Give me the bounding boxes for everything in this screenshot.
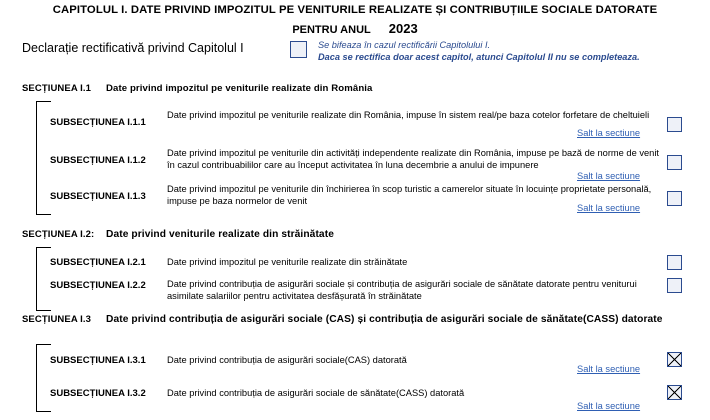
checkbox-i22[interactable] <box>667 278 682 293</box>
checkbox-i21[interactable] <box>667 255 682 270</box>
rectification-row <box>22 39 692 69</box>
subsection-desc-i22: Date privind contribuția de asigurări sociale și contribuția de asigurări sociale de sănătate datorate pentru veniturui asimilate salariilor pentru activitatea desfășurată în străinătate <box>167 279 637 301</box>
subsection-row-i13 <box>50 182 690 213</box>
subsection-desc-i32: Date privind contribuția de asigurări sociale de sănătate(CASS) datorată <box>167 388 465 398</box>
section-name-i3: SECȚIUNEA I.3 <box>22 314 92 325</box>
subsection-row-i31 <box>50 350 690 376</box>
checkbox-i11[interactable] <box>667 117 682 132</box>
rectification-note <box>318 39 640 63</box>
jump-link-i11[interactable]: Salt la sectiune <box>577 128 641 138</box>
page-title: CAPITOLUL I. DATE PRIVIND IMPOZITUL PE VENITURILE REALIZATE ȘI CONTRIBUȚIILE SOCIALE DATORATE <box>52 4 658 16</box>
subsection-desc-i13: Date privind impozitul pe veniturile din închirierea în scop turistic a camerelor situate în locuințe proprietate personală, impuse pe baza normelor de venit <box>167 184 652 206</box>
subsection-row-i22 <box>50 277 690 303</box>
bracket-i3 <box>36 344 51 412</box>
jump-link-i13[interactable]: Salt la sectiune <box>577 203 641 213</box>
bracket-i1 <box>36 101 51 215</box>
checkbox-i12[interactable] <box>667 155 682 170</box>
section-name-i1: SECȚIUNEA I.1 <box>22 83 92 94</box>
checkbox-i32[interactable] <box>667 385 682 400</box>
subsection-name-i21: SUBSECȚIUNEA I.2.1 <box>50 257 146 268</box>
checkbox-i31[interactable] <box>667 352 682 367</box>
rectification-note-line2: Daca se rectifica doar acest capitol, atunci Capitolul II nu se completeaza. <box>318 52 640 62</box>
subsection-name-i22: SUBSECȚIUNEA I.2.2 <box>50 280 146 291</box>
subtitle-label: PENTRU ANUL <box>292 24 371 36</box>
section-head-i2 <box>22 229 334 240</box>
rectification-note-line1: Se bifeaza în cazul rectificării Capitolului I. <box>318 40 491 50</box>
subsection-row-i12 <box>50 145 690 181</box>
rectification-checkbox[interactable] <box>290 41 307 58</box>
subsection-name-i11: SUBSECȚIUNEA I.1.1 <box>50 117 146 128</box>
subsection-name-i13: SUBSECȚIUNEA I.1.3 <box>50 191 146 202</box>
subtitle-row <box>0 21 710 36</box>
section-head-i1 <box>22 83 372 94</box>
bracket-i2 <box>36 247 51 311</box>
subsection-desc-i31: Date privind contribuția de asigurări sociale(CAS) datorată <box>167 355 407 365</box>
section-title-i1: Date privind impozitul pe veniturile realizate din România <box>106 83 373 94</box>
jump-link-i32[interactable]: Salt la sectiune <box>577 401 641 411</box>
subsection-row-i32 <box>50 383 690 409</box>
subsection-name-i12: SUBSECȚIUNEA I.1.2 <box>50 155 146 166</box>
section-name-i2: SECȚIUNEA I.2: <box>22 229 95 240</box>
section-title-i2: Date privind veniturile realizate din străinătate <box>106 229 334 240</box>
subsection-name-i32: SUBSECȚIUNEA I.3.2 <box>50 388 146 399</box>
subsection-desc-i21: Date privind impozitul pe veniturile realizate din străinătate <box>167 257 408 267</box>
jump-link-i12[interactable]: Salt la sectiune <box>577 171 641 181</box>
subsection-name-i31: SUBSECȚIUNEA I.3.1 <box>50 355 146 366</box>
checkbox-i13[interactable] <box>667 191 682 206</box>
rectification-label: Declarație rectificativă privind Capitolul I <box>22 41 244 55</box>
year-value: 2023 <box>388 21 418 36</box>
subsection-row-i11 <box>50 107 690 138</box>
section-title-i3: Date privind contribuția de asigurări sociale (CAS) și contribuția de asigurări sociale de sănătate(CASS) datorate <box>106 314 663 325</box>
jump-link-i31[interactable]: Salt la sectiune <box>577 364 641 374</box>
subsection-desc-i12: Date privind impozitul pe veniturile din activități independente realizate din România, impuse pe bază de norme de venit în cazul contribuabililor care au început activitatea în luna decembrie a anului de impunere <box>167 148 659 170</box>
subsection-desc-i11: Date privind impozitul pe veniturile realizate din România, impuse în sistem real/pe baza cotelor forfetare de cheltuieli <box>167 110 650 120</box>
section-head-i3 <box>22 314 692 327</box>
